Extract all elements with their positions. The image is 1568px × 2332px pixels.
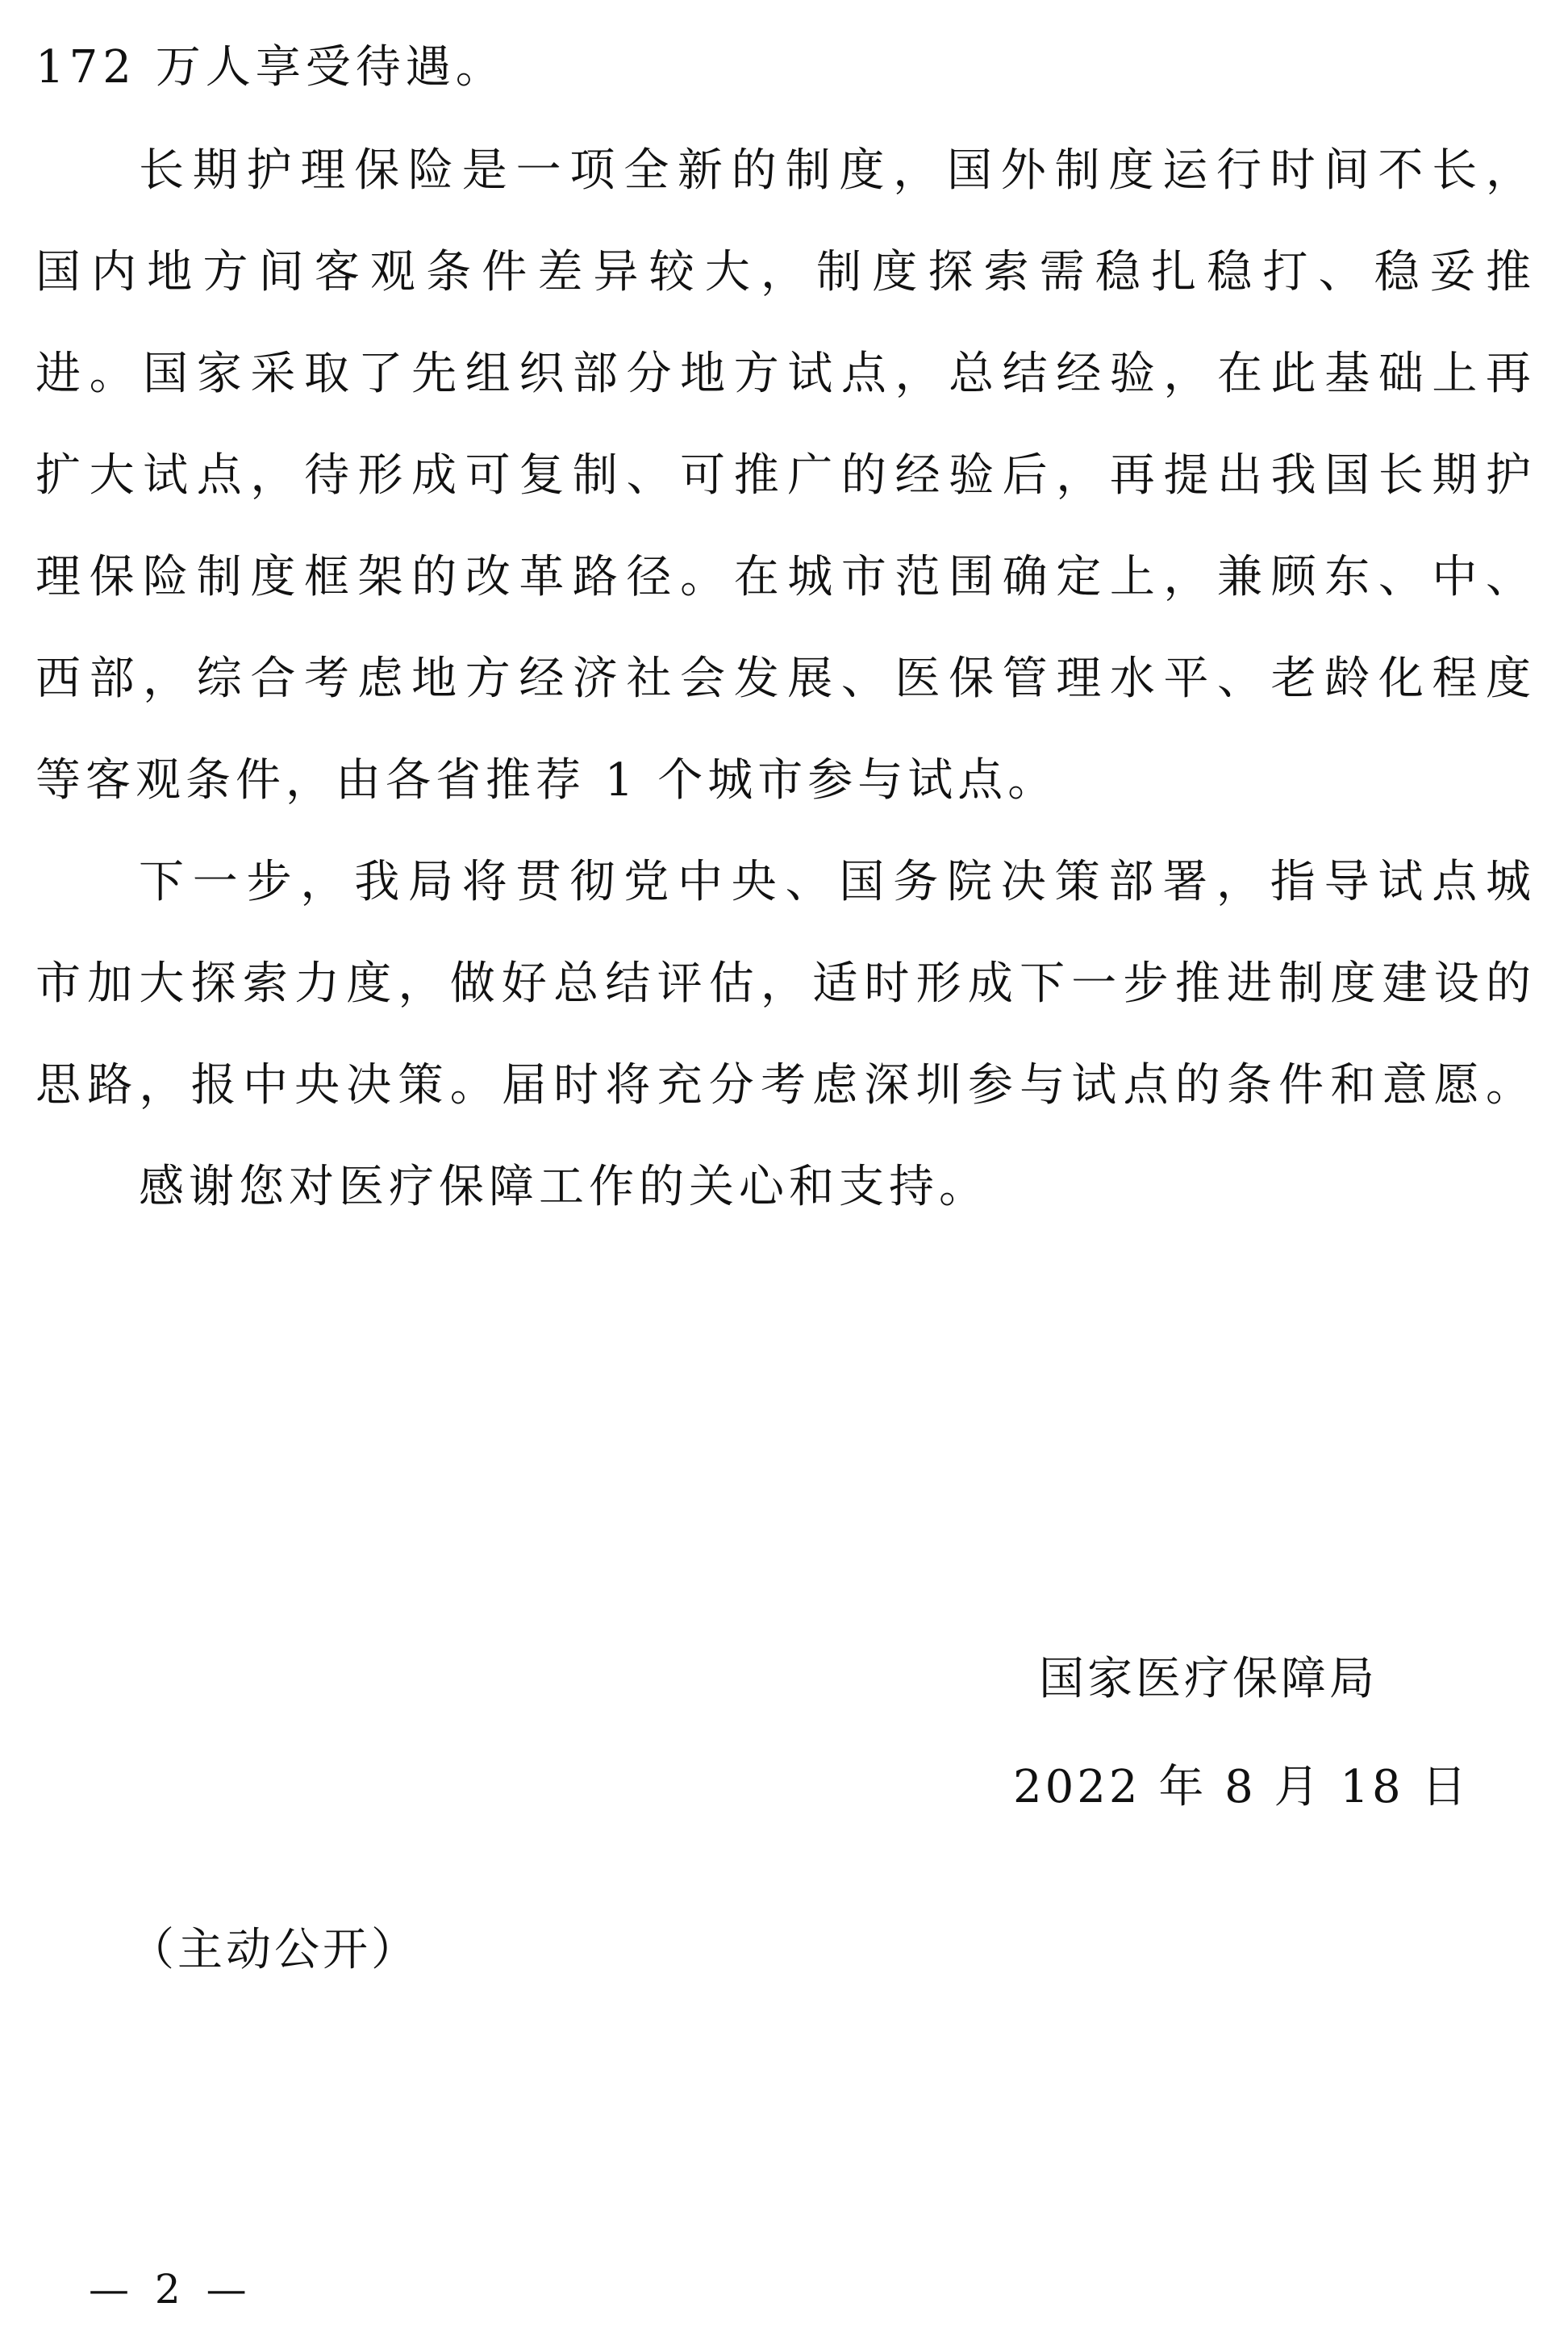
paragraph-1-line-2: 进。国家采取了先组织部分地方试点，总结经验，在此基础上再 [35, 348, 1536, 400]
paragraph-1-line-0: 长期护理保险是一项全新的制度，国外制度运行时间不长， [139, 144, 1536, 197]
page-number: — 2 — [89, 2266, 253, 2313]
signature-date: 2022 年 8 月 18 日 [1013, 1761, 1470, 1813]
paragraph-2-line-1: 市加大探索力度，做好总结评估，适时形成下一步推进制度建设的 [35, 957, 1536, 1010]
signature-organization: 国家医疗保障局 [1039, 1653, 1378, 1705]
paragraph-2-line-0: 下一步，我局将贯彻党中央、国务院决策部署，指导试点城 [139, 856, 1536, 908]
disclosure-note: （主动公开） [129, 1924, 419, 1976]
paragraph-1-line-5: 西部，综合考虑地方经济社会发展、医保管理水平、老龄化程度 [35, 653, 1536, 705]
paragraph-3-line-0: 感谢您对医疗保障工作的关心和支持。 [139, 1161, 989, 1213]
paragraph-1-line-6: 等客观条件，由各省推荐 1 个城市参与试点。 [35, 754, 1058, 807]
paragraph-0-line-0: 172 万人享受待遇。 [35, 41, 506, 94]
paragraph-2-line-2: 思路，报中央决策。届时将充分考虑深圳参与试点的条件和意愿。 [35, 1059, 1536, 1112]
paragraph-1-line-4: 理保险制度框架的改革路径。在城市范围确定上，兼顾东、中、 [35, 551, 1536, 603]
paragraph-1-line-3: 扩大试点，待形成可复制、可推广的经验后，再提出我国长期护 [35, 449, 1536, 502]
paragraph-1-line-1: 国内地方间客观条件差异较大，制度探索需稳扎稳打、稳妥推 [35, 246, 1536, 298]
